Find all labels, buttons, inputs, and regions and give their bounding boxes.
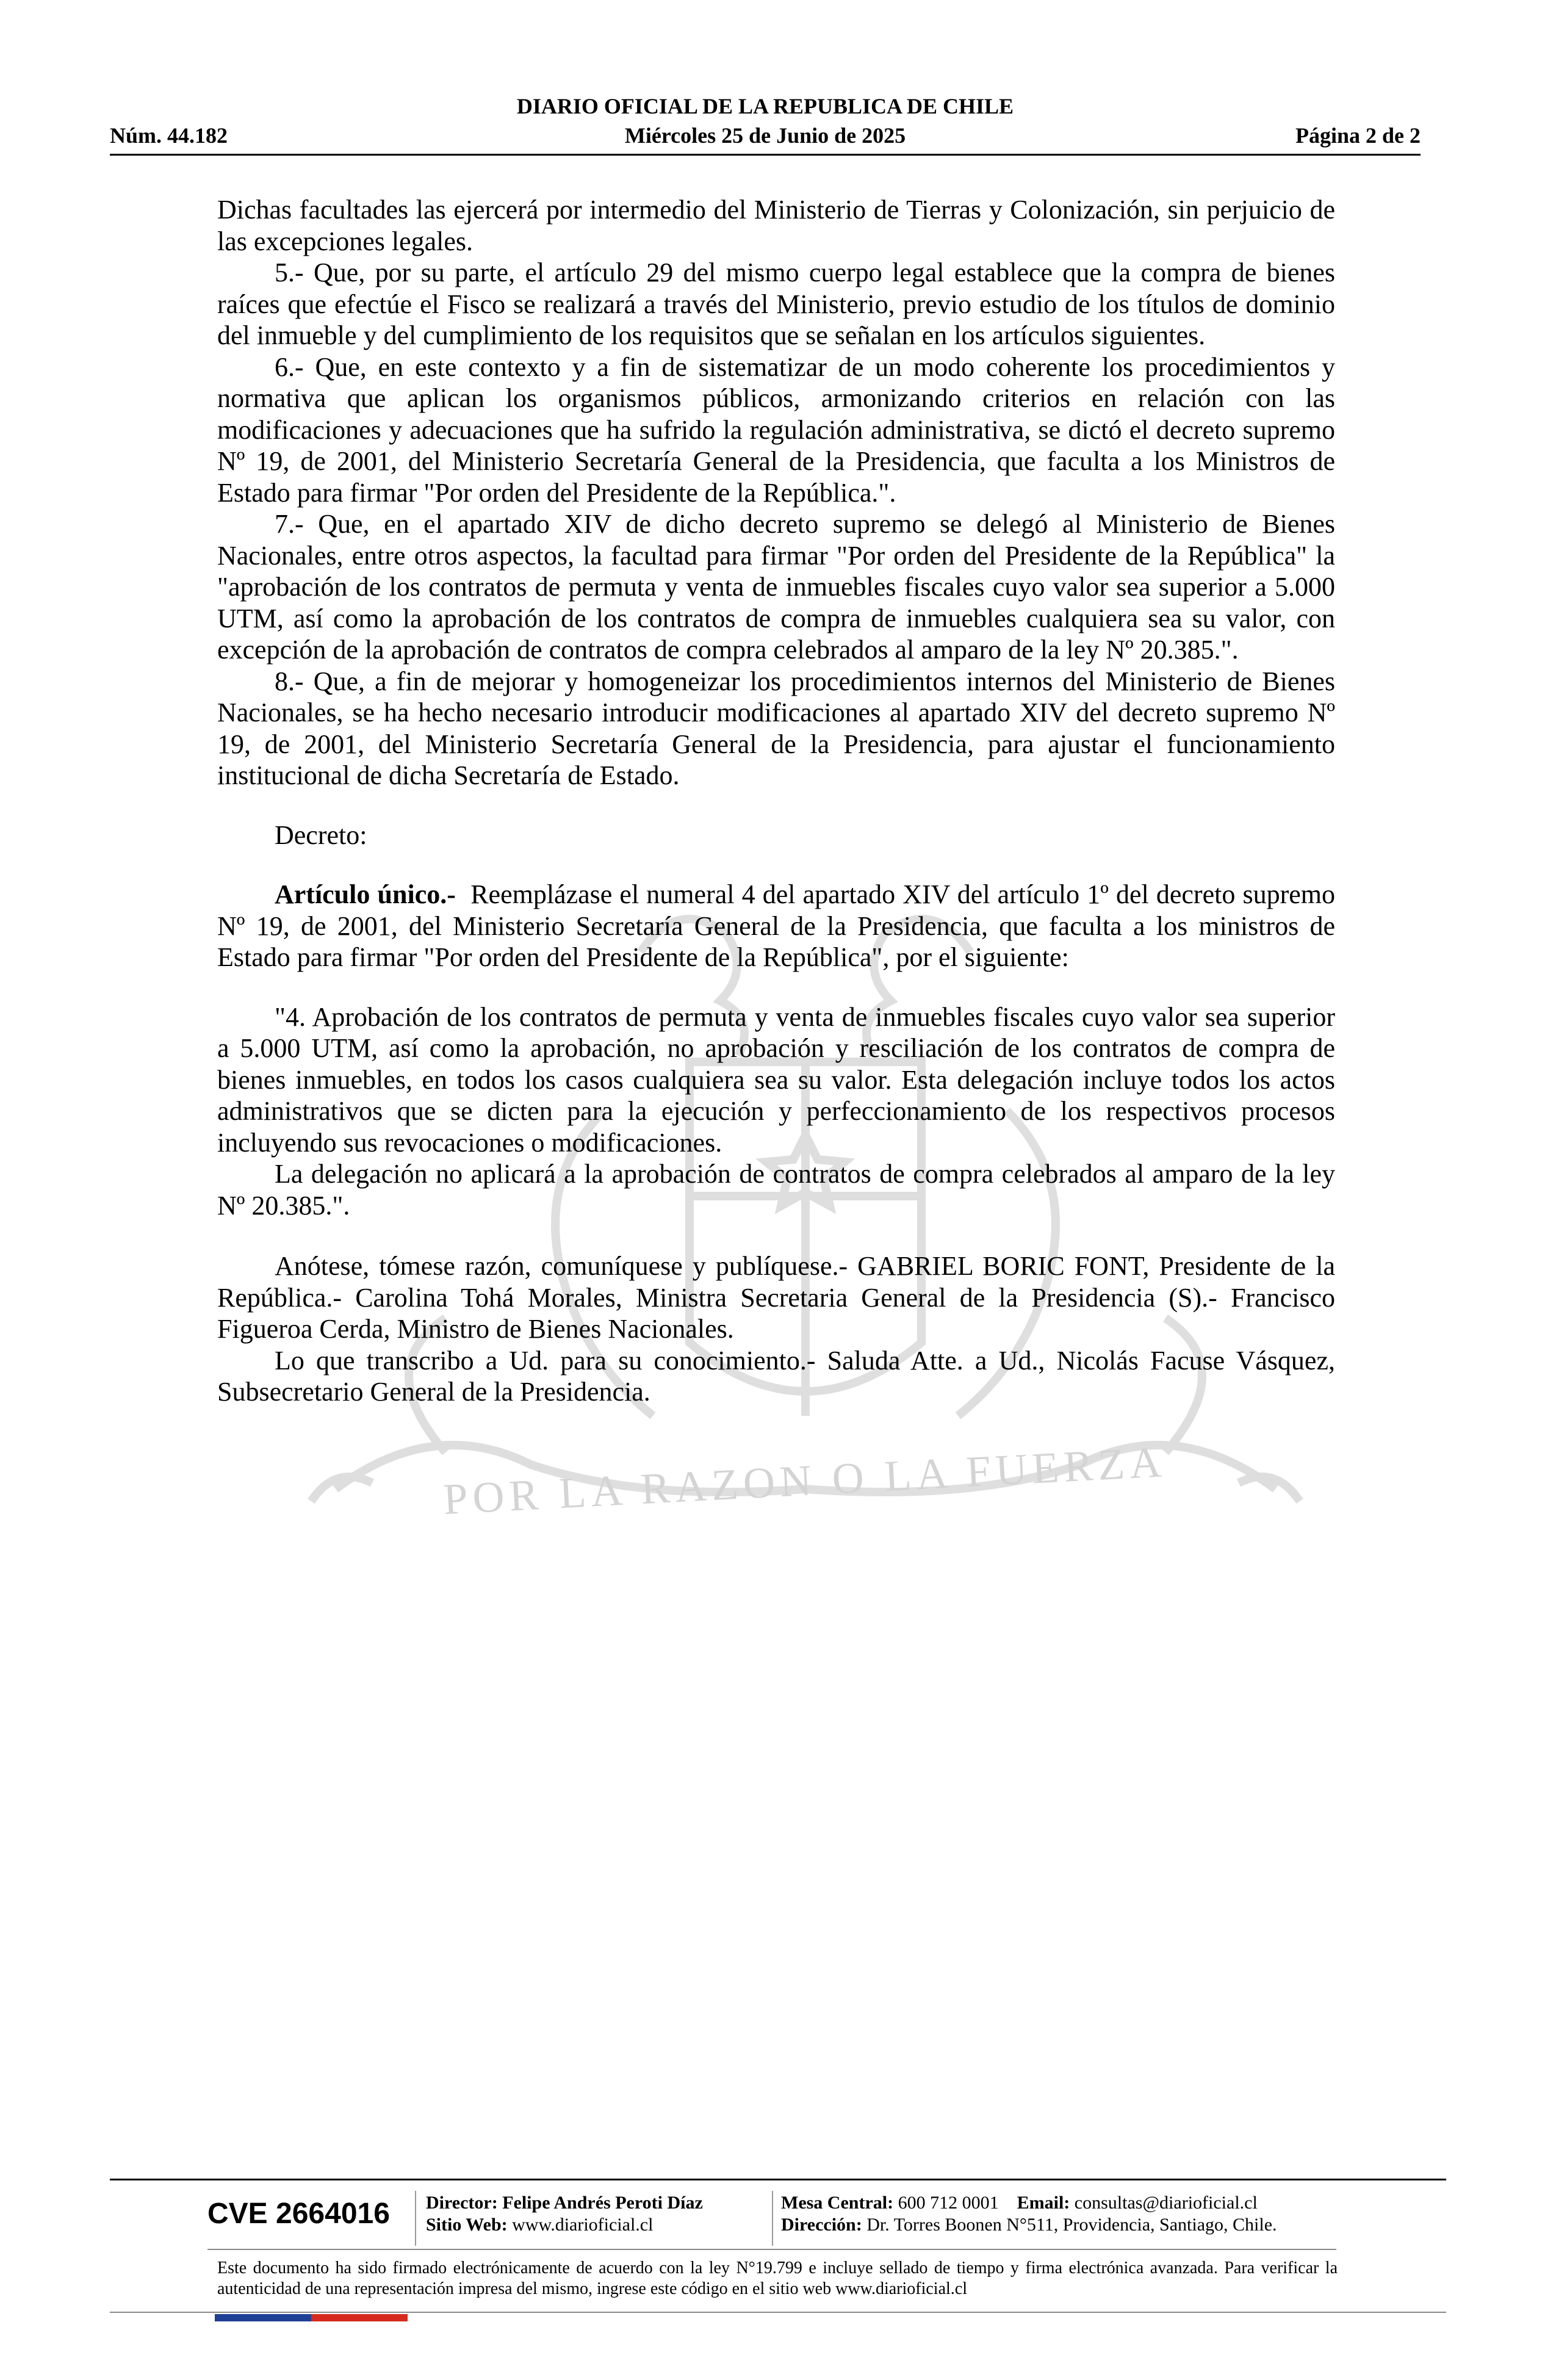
watermark-motto: POR LA RAZON O LA FUERZA: [442, 1437, 1168, 1524]
website-link[interactable]: www.diarioficial.cl: [512, 2215, 654, 2235]
signatures: Anótese, tómese razón, comuníquese y publíquese.- GABRIEL BORIC FONT, Presidente de la República.- Carolina Tohá Morales, Ministra Secretaria General de la Presidencia (S).- Francisco Figueroa Cerda, Ministro de Bienes Nacionales.: [217, 1251, 1335, 1344]
flag-stripe-blue: [215, 2314, 311, 2321]
website-label: Sitio Web:: [426, 2215, 508, 2235]
issue-number: Núm. 44.182: [110, 123, 228, 148]
articulo-unico: [217, 879, 1335, 973]
footer-contact-block: [781, 2192, 1277, 2236]
quoted-delegation-exception: La delegación no aplicará a la aprobación de contratos de compra celebrados al amparo de la ley Nº 20.385.".: [217, 1159, 1335, 1221]
footer-separator: [772, 2191, 773, 2246]
quoted-numeral-4: "4. Aprobación de los contratos de permuta y venta de inmuebles fiscales cuyo valor sea superior a 5.000 UTM, así como la aprobación, no aprobación y resciliación de los contratos de compra de bienes inmuebles, en todos los casos cualquiera sea su valor. Esta delegación incluye todos los actos administrativos que se dicten para la ejecución y perfeccionamiento de los respectivos procesos incluyendo sus revocaciones o modificaciones.: [217, 1001, 1335, 1158]
paragraph-considerando-8: 8.- Que, a fin de mejorar y homogeneizar los procedimientos internos del Ministerio de Bienes Nacionales, se ha hecho necesario introducir modificaciones al apartado XIV del decreto supremo Nº 19, de 2001, del Ministerio Secretaría General de la Presidencia, para ajustar el funcionamiento institucional de dicha Secretaría de Estado.: [217, 666, 1335, 790]
director-name: Felipe Andrés Peroti Díaz: [502, 2193, 703, 2213]
director-label: Director:: [426, 2193, 498, 2213]
phone-number: 600 712 0001: [898, 2193, 999, 2213]
page-footer: [110, 2179, 1446, 2331]
closing-transcription: Lo que transcribo a Ud. para su conocimiento.- Saluda Atte. a Ud., Nicolás Facuse Vásquez, Subsecretario General de la Presidencia.: [217, 1345, 1335, 1407]
document-body: [217, 194, 1335, 1408]
email-label: Email:: [1017, 2193, 1070, 2213]
header-row: [110, 121, 1421, 150]
phone-label: Mesa Central:: [781, 2193, 894, 2213]
decreto-heading: Decreto:: [275, 820, 367, 850]
footer-director-block: [426, 2192, 703, 2236]
address-text: Dr. Torres Boonen N°511, Providencia, Santiago, Chile.: [866, 2215, 1277, 2235]
footer-divider-mid: [207, 2249, 1336, 2250]
publication-title: DIARIO OFICIAL DE LA REPUBLICA DE CHILE: [516, 94, 1014, 118]
footer-separator: [415, 2191, 416, 2246]
page-number: Página 2 de 2: [1295, 123, 1421, 148]
articulo-heading: Artículo único.-: [275, 879, 456, 909]
address-label: Dirección:: [781, 2215, 862, 2235]
email-link[interactable]: consultas@diarioficial.cl: [1074, 2193, 1258, 2213]
issue-date: Miércoles 25 de Junio de 2025: [624, 123, 906, 148]
footer-divider-top: [110, 2179, 1446, 2180]
footer-divider-bottom: [110, 2312, 1446, 2313]
cve-code: CVE 2664016: [207, 2198, 390, 2230]
flag-stripe-icon: [215, 2314, 408, 2321]
paragraph-considerando-7: 7.- Que, en el apartado XIV de dicho decreto supremo se delegó al Ministerio de Bienes Nacionales, entre otros aspectos, la facultad para firmar "Por orden del Presidente de la República" la "aprobación de los contratos de permuta y venta de inmuebles fiscales cuyo valor sea superior a 5.000 UTM, así como la aprobación de los contratos de compra de inmuebles cualquiera sea su valor, con excepción de la aprobación de contratos de compra celebrados al amparo de la ley Nº 20.385.".: [217, 509, 1335, 665]
articulo-text: Reemplázase el numeral 4 del apartado XIV del artículo 1º del decreto supremo Nº 19, de 2001, del Ministerio Secretaría General de la Presidencia, que faculta a los ministros de Estado para firmar "Por orden del Presidente de la República", por el siguiente:: [217, 879, 1336, 972]
paragraph-considerando-5: 5.- Que, por su parte, el artículo 29 del mismo cuerpo legal establece que la compra de bienes raíces que efectúe el Fisco se realizará a través del Ministerio, previo estudio de los títulos de dominio del inmueble y del cumplimiento de los requisitos que se señalan en los artículos siguientes.: [217, 258, 1335, 350]
flag-stripe-red: [311, 2314, 408, 2321]
header-divider: [110, 154, 1421, 156]
electronic-signature-notice: Este documento ha sido firmado electrónicamente de acuerdo con la ley N°19.799 e incluye sellado de tiempo y firma electrónica avanzada. Para verificar la autenticidad de una representación impresa del mismo, ingrese este código en el sitio web www.diarioficial.cl: [217, 2259, 1338, 2298]
page-header: [110, 93, 1421, 160]
paragraph-facultades: Dichas facultades las ejercerá por intermedio del Ministerio de Tierras y Colonización, sin perjuicio de las excepciones legales.: [217, 195, 1335, 256]
paragraph-considerando-6: 6.- Que, en este contexto y a fin de sistematizar de un modo coherente los procedimientos y normativa que aplican los organismos públicos, armonizando criterios en relación con las modificaciones y adecuaciones que ha sufrido la regulación administrativa, se dictó el decreto supremo Nº 19, de 2001, del Ministerio Secretaría General de la Presidencia, que faculta a los Ministros de Estado para firmar "Por orden del Presidente de la República.".: [217, 352, 1335, 508]
